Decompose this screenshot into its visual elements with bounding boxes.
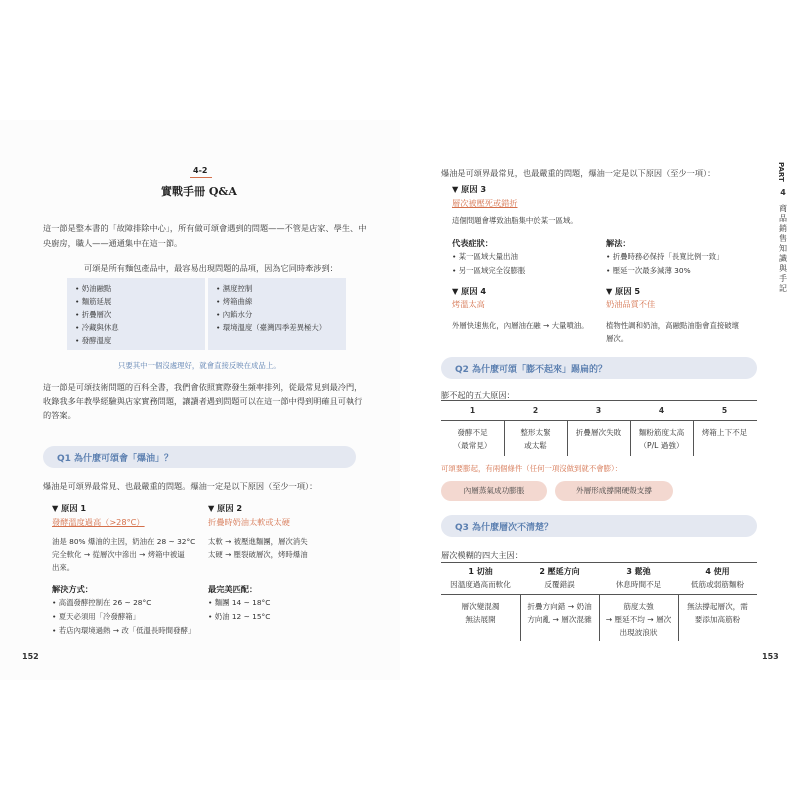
cause5-body: 層次。 (606, 334, 629, 343)
q1-heading-bar (43, 446, 356, 468)
cause1-body: 出來。 (52, 563, 75, 572)
solution-item: • 夏天必須用「冷發酵箱」 (52, 612, 141, 621)
q2-reason-cell: 折疊層次失敗 (575, 428, 622, 437)
factor-item: • 麵筋延展 (75, 297, 112, 306)
factors-note: 只要其中一個沒處理好，就會直接反映在成品上。 (118, 361, 281, 370)
page-title: 實戰手冊 Q&A (161, 185, 237, 198)
q1-title: Q1 為什麼可頌會「爆油」？ (57, 454, 174, 464)
sidebar-char: 識 (779, 253, 787, 263)
cause2-title: 折疊時奶油太軟或太硬 (208, 517, 290, 527)
q2-lead: 膨不起的五大原因： (441, 390, 515, 400)
cause4-head: ▼ 原因 4 (452, 286, 487, 296)
condition-pill-1: 內層蒸氣成功膨脹 (441, 481, 547, 501)
factor-item: • 發酵溫度 (75, 336, 112, 345)
q2-reason-cell: 發酵不足 （最常見） (453, 428, 492, 450)
cause2-body: 太軟 → 被壓進麵團，層次消失 (208, 537, 308, 546)
symptoms-head: 代表症狀： (452, 238, 493, 248)
cause3-title: 層次被壓死或錯折 (452, 198, 518, 208)
method-head: 解法： (606, 238, 631, 248)
factor-item: • 奶油融點 (75, 284, 112, 293)
intro-line-2: 央廚房，職人——通通集中在這一節。 (43, 238, 183, 248)
factor-item: • 內餡水分 (216, 310, 253, 319)
q3-col-head: 3 鬆弛 (626, 567, 651, 576)
q3-col-head: 4 使用 (705, 567, 730, 576)
symptom-item: • 某一區域大量出油 (452, 252, 518, 261)
cause2-head: ▼ 原因 2 (208, 503, 243, 513)
q2-reason-cell: 烤箱上下不足 (701, 428, 748, 437)
page-number-left: 152 (22, 652, 39, 661)
method-item: • 壓延一次最多減薄 30% (606, 266, 691, 275)
q3-col-sub: 低筋或弱筋麵粉 (690, 580, 745, 589)
page-number-right: 153 (762, 652, 779, 661)
q3-col-head: 1 切油 (468, 567, 493, 576)
q3-row-cell: 折疊方向錯 → 奶油 方向亂 → 層次混雜 (527, 602, 592, 624)
sidebar-part-number: 4 (780, 187, 786, 197)
q2-col-number: 5 (721, 406, 728, 415)
body-line-1: 這一節是可頌技術問題的百科全書，我們會依照實際發生頻率排列，從最常見到最冷門， (43, 382, 363, 392)
sidebar-char: 記 (779, 283, 787, 293)
factor-item: • 冷藏與休息 (75, 323, 119, 332)
cause5-head: ▼ 原因 5 (606, 286, 641, 296)
sidebar-char: 與 (779, 263, 787, 273)
q2-divider (693, 421, 694, 456)
factor-item: • 折疊層次 (75, 310, 112, 319)
q2-col-number: 3 (595, 406, 602, 415)
sidebar-char: 品 (779, 213, 787, 223)
sidebar-char: 銷 (779, 223, 787, 233)
sidebar-char: 售 (779, 233, 787, 243)
section-underline (190, 177, 212, 178)
condition-pill-2: 外層形成撐開硬殼支撐 (555, 481, 673, 501)
factor-item: • 濕度控制 (216, 284, 253, 293)
q2-table-mid-rule (441, 420, 757, 421)
body-line-3: 的答案。 (43, 410, 76, 420)
cause1-title: 發酵溫度過高（>28°C） (52, 517, 145, 527)
symptom-item: • 另一區域完全沒膨脹 (452, 266, 526, 275)
q3-col-sub: 休息時間不足 (615, 580, 662, 589)
cause3-body: 這個問題會導致油脂集中於某一區域。 (452, 216, 578, 225)
cause4-title: 烤溫太高 (452, 299, 485, 309)
intro-line-1: 這一節是整本書的「故障排除中心」，所有做可頌會遇到的問題——不管是店家、學生、中 (43, 223, 367, 233)
q3-title: Q3 為什麼層次不清楚？ (455, 523, 554, 533)
factor-item: • 環境溫度（臺灣四季差異極大） (216, 323, 327, 332)
sidebar-char: 手 (779, 273, 787, 283)
q2-heading-bar (441, 357, 757, 379)
q2-divider (567, 421, 568, 456)
q2-col-number: 4 (658, 406, 665, 415)
q2-reason-cell: 麵粉筋度太高 （P/L 過強） (638, 428, 685, 450)
sidebar-part-label: PART (777, 162, 785, 182)
q2-table-top-rule (441, 400, 757, 401)
q3-heading-bar (441, 515, 757, 537)
cause4-body: 外層快速焦化，內層油在融 → 大量噴油。 (452, 321, 589, 330)
q2-divider (630, 421, 631, 456)
factor-item: • 烤箱曲線 (216, 297, 253, 306)
q3-col-sub: 反覆錯誤 (544, 580, 575, 589)
scope-line: 可頌是所有麵包產品中，最容易出現問題的品項，因為它同時牽涉到： (84, 263, 338, 273)
right-lead: 爆油是可頌界最常見，也最嚴重的問題，爆油一定是以下原因（至少一項）： (441, 168, 716, 178)
q3-divider (678, 595, 679, 641)
q3-table-top-rule (441, 562, 757, 563)
section-number: 4-2 (193, 166, 208, 175)
q2-reason-cell: 整形太緊 或太鬆 (520, 428, 551, 450)
q2-note: 可頌要膨起，有兩個條件（任何一項沒做到就不會膨）： (441, 464, 623, 473)
q3-row-cell: 無法撐起層次，需 要添加高筋粉 (687, 602, 748, 624)
q3-row-cell: 層次變混濁 無法展開 (461, 602, 500, 624)
q2-col-number: 1 (469, 406, 476, 415)
q2-col-number: 2 (532, 406, 539, 415)
cause3-head: ▼ 原因 3 (452, 184, 487, 194)
ideal-item: • 麵團 14 ~ 18°C (208, 598, 271, 607)
ideal-head: 最完美匹配： (208, 584, 258, 594)
body-line-2: 收錄我多年教學經驗與店家實務問題，讓讀者遇到問題可以在這一節中得到明確且可執行 (43, 396, 363, 406)
q3-col-sub: 因溫度過高而軟化 (450, 580, 511, 589)
q3-divider (520, 595, 521, 641)
q3-col-head: 2 壓延方向 (539, 567, 580, 576)
solution-head: 解決方式： (52, 584, 93, 594)
cause5-body: 植物性調和奶油，高融點油脂會直接破壞 (606, 321, 740, 330)
q3-divider (599, 595, 600, 641)
cause1-head: ▼ 原因 1 (52, 503, 87, 513)
sidebar-char: 知 (779, 243, 787, 253)
q3-row-cell: 筋度太強 → 壓延不均 → 層次 出現波浪狀 (605, 602, 672, 637)
q1-lead: 爆油是可頌界最常見、也最嚴重的問題。爆油一定是以下原因（至少一項）： (43, 481, 318, 491)
cause1-body: 完全軟化 → 從層次中滲出 → 烤箱中被逼 (52, 550, 185, 559)
cause1-body: 油是 80% 爆油的主因，奶油在 28 ~ 32°C (52, 537, 196, 546)
solution-item: • 高溫發酵控制在 26 ~ 28°C (52, 598, 152, 607)
method-item: • 折疊時務必保持「長寬比例一致」 (606, 252, 724, 261)
sidebar-char: 商 (779, 203, 787, 213)
solution-item: • 若店內環境過熱 → 改「低溫長時間發酵」 (52, 626, 196, 635)
ideal-item: • 奶油 12 ~ 15°C (208, 612, 271, 621)
part-sidebar (776, 162, 790, 294)
q3-lead: 層次模糊的四大主因： (441, 550, 523, 560)
cause5-title: 奶油品質不佳 (606, 299, 656, 309)
q2-divider (504, 421, 505, 456)
q2-title: Q2 為什麼可頌「膨不起來」踢扁的？ (455, 365, 608, 375)
cause2-body: 太硬 → 壓裂破層次，烤時爆油 (208, 550, 308, 559)
